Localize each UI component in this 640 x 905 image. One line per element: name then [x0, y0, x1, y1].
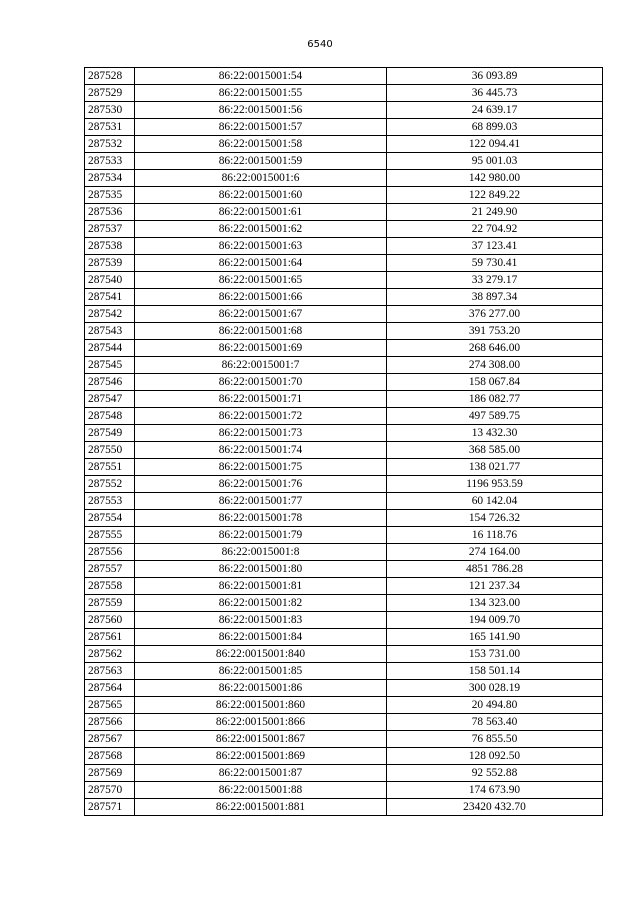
table-row [85, 68, 603, 85]
cadastral-value-cell: 274 164.00 [387, 544, 603, 561]
cadastral-value-cell: 174 673.90 [387, 782, 603, 799]
table-row [85, 799, 603, 816]
cadastral-value-cell: 121 237.34 [387, 578, 603, 595]
table-row [85, 357, 603, 374]
table-row [85, 527, 603, 544]
row-number-cell: 287539 [85, 255, 135, 272]
cadastral-number-cell: 86:22:0015001:86 [135, 680, 387, 697]
cadastral-value-cell: 13 432.30 [387, 425, 603, 442]
table-row [85, 476, 603, 493]
cadastral-number-cell: 86:22:0015001:62 [135, 221, 387, 238]
table-row [85, 782, 603, 799]
cadastral-number-cell: 86:22:0015001:8 [135, 544, 387, 561]
cadastral-value-table [84, 67, 603, 816]
cadastral-number-cell: 86:22:0015001:55 [135, 85, 387, 102]
cadastral-value-cell: 138 021.77 [387, 459, 603, 476]
table-row [85, 204, 603, 221]
cadastral-value-cell: 76 855.50 [387, 731, 603, 748]
cadastral-number-cell: 86:22:0015001:80 [135, 561, 387, 578]
cadastral-value-cell: 20 494.80 [387, 697, 603, 714]
cadastral-number-cell: 86:22:0015001:63 [135, 238, 387, 255]
cadastral-number-cell: 86:22:0015001:70 [135, 374, 387, 391]
row-number-cell: 287538 [85, 238, 135, 255]
cadastral-number-cell: 86:22:0015001:88 [135, 782, 387, 799]
row-number-cell: 287556 [85, 544, 135, 561]
table-row [85, 170, 603, 187]
cadastral-number-cell: 86:22:0015001:869 [135, 748, 387, 765]
table-body [85, 68, 603, 816]
table-row [85, 153, 603, 170]
cadastral-value-cell: 376 277.00 [387, 306, 603, 323]
row-number-cell: 287543 [85, 323, 135, 340]
cadastral-number-cell: 86:22:0015001:60 [135, 187, 387, 204]
cadastral-number-cell: 86:22:0015001:860 [135, 697, 387, 714]
row-number-cell: 287542 [85, 306, 135, 323]
cadastral-value-cell: 22 704.92 [387, 221, 603, 238]
cadastral-value-cell: 134 323.00 [387, 595, 603, 612]
cadastral-value-cell: 186 082.77 [387, 391, 603, 408]
table-row [85, 680, 603, 697]
cadastral-number-cell: 86:22:0015001:81 [135, 578, 387, 595]
cadastral-value-cell: 158 067.84 [387, 374, 603, 391]
row-number-cell: 287530 [85, 102, 135, 119]
table-row [85, 238, 603, 255]
table-row [85, 289, 603, 306]
cadastral-value-cell: 24 639.17 [387, 102, 603, 119]
row-number-cell: 287557 [85, 561, 135, 578]
cadastral-number-cell: 86:22:0015001:867 [135, 731, 387, 748]
table-row [85, 374, 603, 391]
cadastral-value-cell: 92 552.88 [387, 765, 603, 782]
row-number-cell: 287561 [85, 629, 135, 646]
row-number-cell: 287558 [85, 578, 135, 595]
row-number-cell: 287563 [85, 663, 135, 680]
cadastral-value-cell: 59 730.41 [387, 255, 603, 272]
table-row [85, 391, 603, 408]
row-number-cell: 287555 [85, 527, 135, 544]
table-row [85, 731, 603, 748]
cadastral-value-cell: 142 980.00 [387, 170, 603, 187]
cadastral-number-cell: 86:22:0015001:64 [135, 255, 387, 272]
cadastral-value-cell: 68 899.03 [387, 119, 603, 136]
cadastral-value-cell: 1196 953.59 [387, 476, 603, 493]
cadastral-value-cell: 4851 786.28 [387, 561, 603, 578]
cadastral-value-cell: 153 731.00 [387, 646, 603, 663]
row-number-cell: 287564 [85, 680, 135, 697]
cadastral-value-cell: 21 249.90 [387, 204, 603, 221]
table-row [85, 255, 603, 272]
table-row [85, 85, 603, 102]
cadastral-number-cell: 86:22:0015001:74 [135, 442, 387, 459]
table-row [85, 765, 603, 782]
cadastral-number-cell: 86:22:0015001:61 [135, 204, 387, 221]
cadastral-value-cell: 165 141.90 [387, 629, 603, 646]
table-row [85, 221, 603, 238]
row-number-cell: 287566 [85, 714, 135, 731]
table-row [85, 102, 603, 119]
cadastral-value-cell: 36 093.89 [387, 68, 603, 85]
cadastral-number-cell: 86:22:0015001:75 [135, 459, 387, 476]
row-number-cell: 287528 [85, 68, 135, 85]
cadastral-number-cell: 86:22:0015001:7 [135, 357, 387, 374]
table-row [85, 408, 603, 425]
cadastral-number-cell: 86:22:0015001:68 [135, 323, 387, 340]
table-row [85, 561, 603, 578]
cadastral-number-cell: 86:22:0015001:59 [135, 153, 387, 170]
row-number-cell: 287533 [85, 153, 135, 170]
row-number-cell: 287567 [85, 731, 135, 748]
row-number-cell: 287570 [85, 782, 135, 799]
cadastral-number-cell: 86:22:0015001:840 [135, 646, 387, 663]
cadastral-number-cell: 86:22:0015001:65 [135, 272, 387, 289]
row-number-cell: 287562 [85, 646, 135, 663]
row-number-cell: 287553 [85, 493, 135, 510]
table-row [85, 340, 603, 357]
row-number-cell: 287559 [85, 595, 135, 612]
row-number-cell: 287529 [85, 85, 135, 102]
table-row [85, 663, 603, 680]
row-number-cell: 287552 [85, 476, 135, 493]
row-number-cell: 287534 [85, 170, 135, 187]
cadastral-number-cell: 86:22:0015001:78 [135, 510, 387, 527]
row-number-cell: 287535 [85, 187, 135, 204]
table-row [85, 425, 603, 442]
cadastral-value-cell: 33 279.17 [387, 272, 603, 289]
page-number: 6540 [307, 39, 333, 50]
cadastral-number-cell: 86:22:0015001:83 [135, 612, 387, 629]
cadastral-number-cell: 86:22:0015001:79 [135, 527, 387, 544]
cadastral-value-cell: 268 646.00 [387, 340, 603, 357]
cadastral-value-cell: 95 001.03 [387, 153, 603, 170]
table-row [85, 136, 603, 153]
row-number-cell: 287549 [85, 425, 135, 442]
cadastral-number-cell: 86:22:0015001:67 [135, 306, 387, 323]
cadastral-value-cell: 16 118.76 [387, 527, 603, 544]
cadastral-number-cell: 86:22:0015001:82 [135, 595, 387, 612]
cadastral-number-cell: 86:22:0015001:71 [135, 391, 387, 408]
cadastral-value-cell: 368 585.00 [387, 442, 603, 459]
table-row [85, 612, 603, 629]
cadastral-value-cell: 194 009.70 [387, 612, 603, 629]
cadastral-number-cell: 86:22:0015001:69 [135, 340, 387, 357]
cadastral-value-cell: 36 445.73 [387, 85, 603, 102]
table-row [85, 748, 603, 765]
table-row [85, 306, 603, 323]
table-row [85, 629, 603, 646]
row-number-cell: 287568 [85, 748, 135, 765]
cadastral-value-cell: 158 501.14 [387, 663, 603, 680]
table-row [85, 510, 603, 527]
row-number-cell: 287531 [85, 119, 135, 136]
cadastral-number-cell: 86:22:0015001:72 [135, 408, 387, 425]
cadastral-value-cell: 37 123.41 [387, 238, 603, 255]
table-row [85, 595, 603, 612]
cadastral-value-cell: 300 028.19 [387, 680, 603, 697]
cadastral-number-cell: 86:22:0015001:881 [135, 799, 387, 816]
table-row [85, 187, 603, 204]
row-number-cell: 287565 [85, 697, 135, 714]
cadastral-value-cell: 128 092.50 [387, 748, 603, 765]
row-number-cell: 287540 [85, 272, 135, 289]
cadastral-value-cell: 60 142.04 [387, 493, 603, 510]
row-number-cell: 287541 [85, 289, 135, 306]
row-number-cell: 287545 [85, 357, 135, 374]
row-number-cell: 287532 [85, 136, 135, 153]
cadastral-value-cell: 497 589.75 [387, 408, 603, 425]
cadastral-value-cell: 391 753.20 [387, 323, 603, 340]
cadastral-number-cell: 86:22:0015001:76 [135, 476, 387, 493]
cadastral-value-cell: 23420 432.70 [387, 799, 603, 816]
table-row [85, 697, 603, 714]
cadastral-number-cell: 86:22:0015001:57 [135, 119, 387, 136]
table-row [85, 323, 603, 340]
table-row [85, 544, 603, 561]
cadastral-number-cell: 86:22:0015001:56 [135, 102, 387, 119]
cadastral-number-cell: 86:22:0015001:73 [135, 425, 387, 442]
table-row [85, 646, 603, 663]
row-number-cell: 287571 [85, 799, 135, 816]
table-row [85, 714, 603, 731]
cadastral-number-cell: 86:22:0015001:77 [135, 493, 387, 510]
cadastral-number-cell: 86:22:0015001:54 [135, 68, 387, 85]
cadastral-number-cell: 86:22:0015001:85 [135, 663, 387, 680]
cadastral-value-cell: 78 563.40 [387, 714, 603, 731]
row-number-cell: 287550 [85, 442, 135, 459]
cadastral-value-cell: 122 094.41 [387, 136, 603, 153]
row-number-cell: 287548 [85, 408, 135, 425]
row-number-cell: 287544 [85, 340, 135, 357]
table-row [85, 493, 603, 510]
table-row [85, 442, 603, 459]
cadastral-value-cell: 38 897.34 [387, 289, 603, 306]
cadastral-value-cell: 274 308.00 [387, 357, 603, 374]
cadastral-number-cell: 86:22:0015001:66 [135, 289, 387, 306]
cadastral-number-cell: 86:22:0015001:58 [135, 136, 387, 153]
table-row [85, 578, 603, 595]
row-number-cell: 287569 [85, 765, 135, 782]
table-row [85, 119, 603, 136]
row-number-cell: 287546 [85, 374, 135, 391]
row-number-cell: 287536 [85, 204, 135, 221]
cadastral-number-cell: 86:22:0015001:87 [135, 765, 387, 782]
cadastral-number-cell: 86:22:0015001:866 [135, 714, 387, 731]
cadastral-value-cell: 154 726.32 [387, 510, 603, 527]
table-row [85, 272, 603, 289]
row-number-cell: 287560 [85, 612, 135, 629]
cadastral-number-cell: 86:22:0015001:84 [135, 629, 387, 646]
row-number-cell: 287554 [85, 510, 135, 527]
cadastral-number-cell: 86:22:0015001:6 [135, 170, 387, 187]
row-number-cell: 287547 [85, 391, 135, 408]
table-row [85, 459, 603, 476]
row-number-cell: 287551 [85, 459, 135, 476]
row-number-cell: 287537 [85, 221, 135, 238]
cadastral-value-cell: 122 849.22 [387, 187, 603, 204]
